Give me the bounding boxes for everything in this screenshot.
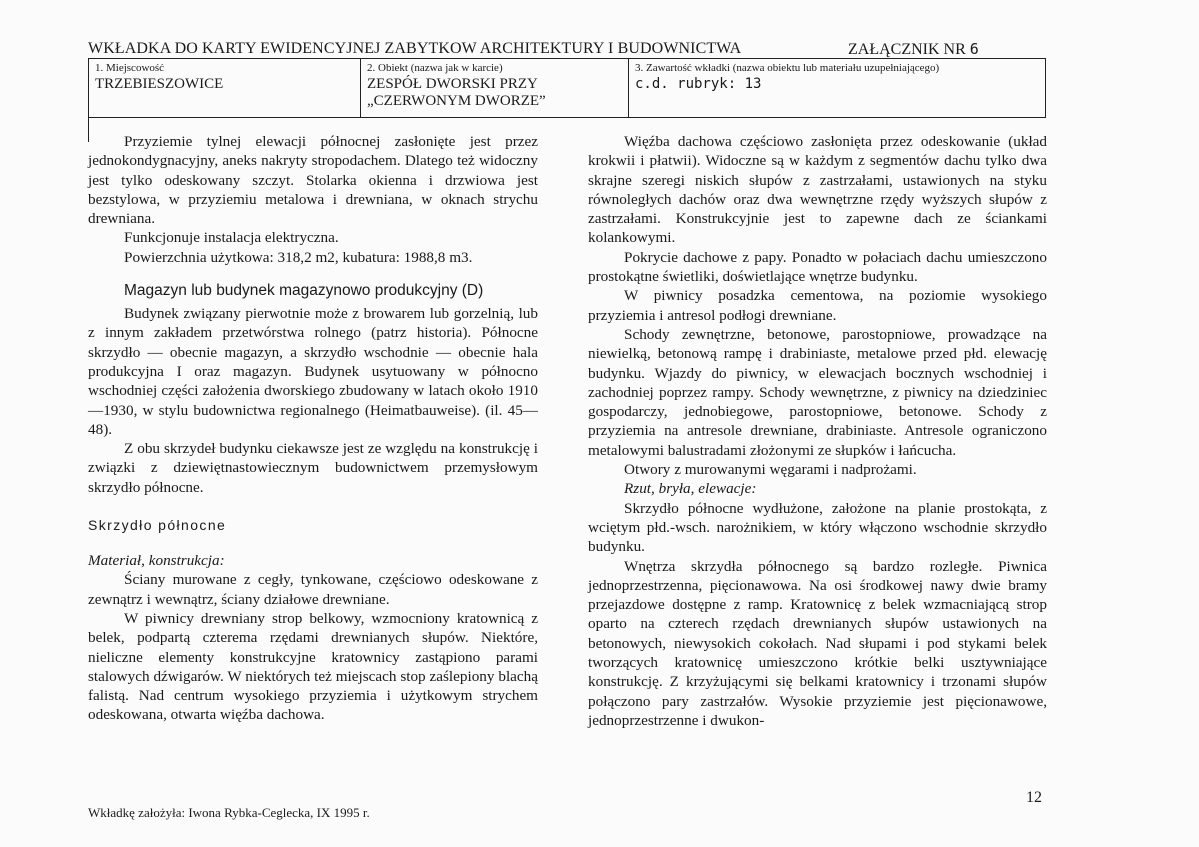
annex-prefix: ZAŁĄCZNIK NR bbox=[848, 41, 966, 58]
paragraph: Więźba dachowa częściowo zasłonięta przez odeskowanie (układ krokwii i płatwii). Widoczne są w każdym z segmentów dachu tylko dwa skrajne szeregi niskich słupów z zastrzałami, ustawionych na styku równoległych dachów oraz dwa wewnętrzne rzędy wyższych słupów z zastrzałami. Konstrukcyjnie jest to zapewne dach ze ściankami kolankowymi. bbox=[588, 133, 1047, 247]
field-object-label: 2. Obiekt (nazwa jak w karcie) bbox=[367, 62, 503, 74]
paragraph: Powierzchnia użytkowa: 318,2 m2, kubatura: 1988,8 m3. bbox=[124, 248, 473, 266]
field-object-value-line1: ZESPÓŁ DWORSKI PRZY bbox=[367, 76, 538, 92]
page-number: 12 bbox=[1026, 789, 1042, 806]
paragraph: Skrzydło północne wydłużone, założone na planie prostokąta, z wciętym płd.-wsch. narożnikiem, w który włączono wschodnie skrzydło budynku. bbox=[588, 499, 1047, 556]
paragraph: Budynek związany pierwotnie może z browarem lub gorzelnią, lub z innym zakładem przetwórstwa rolnego (patrz historia). Północne skrzydło — obecnie magazyn, a skrzydło wschodnie — obecnie hala produkcyjna I oraz magazyn. Budynek usytuowany w północno wschodniej części założenia dworskiego zbudowany w latach około 1910—1930, w stylu budownictwa regionalnego (Heimatbauweise). (il. 45—48). bbox=[88, 305, 538, 438]
paragraph: Z obu skrzydeł budynku ciekawsze jest ze względu na konstrukcję i związki z dziewiętnastowiecznym budownictwem przemysłowym skrzydło północne. bbox=[88, 440, 538, 496]
field-locality-value: TRZEBIESZOWICE bbox=[95, 76, 224, 92]
italic-heading: Materiał, konstrukcja: bbox=[88, 552, 225, 570]
paragraph: Ściany murowane z cegły, tynkowane, częściowo odeskowane z zewnątrz i wewnątrz, ściany działowe drewniane. bbox=[88, 571, 538, 608]
paragraph: W piwnicy posadzka cementowa, na poziomie wysokiego przyziemia i antresol podłogi drewniane. bbox=[588, 287, 1047, 324]
paragraph: Wnętrza skrzydła północnego są bardzo rozległe. Piwnica jednoprzestrzenna, pięcionawowa. Na osi środkowej nawy dwie bramy przejazdowe dostępne z ramp. Kratownicę z belek wzmacniającą strop oparto na czterech rzędach drewnianych słupów ustawionych na betonowych, niewysokich cokołach. Nad słupami i pod stykami belek tworzących kratownicę umieszczono krótkie belki usztywniające konstrukcję. Z krzyżującymi się belkami kratownicy i trzonami słupów połączono pary zastrzałów. Wysokie przyziemie jest pięcionawowe, jednoprzestrzenne i dwukon- bbox=[588, 557, 1047, 729]
footer-author: Wkładkę założyła: Iwona Rybka-Ceglecka, IX 1995 r. bbox=[88, 805, 370, 820]
annex-label bbox=[848, 40, 979, 59]
annex-number: 6 bbox=[969, 40, 979, 58]
subsection-heading: Skrzydło północne bbox=[88, 517, 227, 534]
field-object bbox=[361, 59, 629, 117]
field-locality bbox=[89, 59, 361, 117]
field-contents bbox=[629, 59, 1045, 117]
paragraph: Przyziemie tylnej elewacji północnej zasłonięte jest przez jednokondygnacyjny, aneks nakryty stropodachem. Dlatego też widoczny jest tylko odeskowany szczyt. Stolarka okienna i drzwiowa jest bezstylowa, w przyziemiu metalowa i drewniana, w oknach strychu drewniana. bbox=[88, 133, 538, 228]
paragraph: W piwnicy drewniany strop belkowy, wzmocniony kratownicą z belek, podpartą czterema rzędami drewnianych słupów. Niektóre, nieliczne elementy konstrukcyjne kratownicy zastąpiono parami stalowych dźwigarów. W niektórych też miejscach stop zaślepiony blachą falistą. Nad centrum wysokiego przyziemia i użytkowym strychem odeskowana, otwarta więźba dachowa. bbox=[88, 609, 538, 724]
form-header-table bbox=[88, 58, 1046, 118]
field-contents-label: 3. Zawartość wkładki (nazwa obiektu lub materiału uzupełniającego) bbox=[635, 62, 940, 74]
paragraph: Funkcjonuje instalacja elektryczna. bbox=[124, 229, 339, 247]
field-object-value-line2: „CZERWONYM DWORZE” bbox=[367, 93, 546, 109]
italic-heading: Rzut, bryła, elewacje: bbox=[624, 480, 757, 498]
left-column bbox=[88, 132, 538, 725]
paragraph: Pokrycie dachowe z papy. Ponadto w połaciach dachu umieszczono prostokątne świetliki, doświetlające wnętrze budynku. bbox=[588, 248, 1047, 286]
right-column bbox=[588, 132, 1047, 730]
paragraph: Schody zewnętrzne, betonowe, parostopniowe, prowadzące na niewielką, betonową rampę i drabiniaste, metalowe przed płd. elewację budynku. Wjazdy do piwnicy, w elewacjach bocznych wschodniej i zachodniej poprzez rampy. Schody wewnętrzne, z piwnicy na dziedziniec gospodarczy, jednobiegowe, parostopniowe, betonowe. Schody z przyziemia na antresole drewniane, drabiniaste. Antresole ograniczono metalowymi balustradami złożonymi ze słupków i łańcucha. bbox=[588, 325, 1047, 459]
field-object-value bbox=[367, 76, 546, 110]
paragraph: Otwory z murowanymi węgarami i nadprożami. bbox=[624, 461, 917, 479]
section-heading: Magazyn lub budynek magazynowo produkcyjny (D) bbox=[124, 282, 484, 300]
document-title: WKŁADKA DO KARTY EWIDENCYJNEJ ZABYTKOW ARCHITEKTURY I BUDOWNICTWA bbox=[88, 40, 742, 57]
field-contents-value: c.d. rubryk: 13 bbox=[635, 76, 762, 92]
field-locality-label: 1. Miejscowość bbox=[95, 62, 165, 74]
